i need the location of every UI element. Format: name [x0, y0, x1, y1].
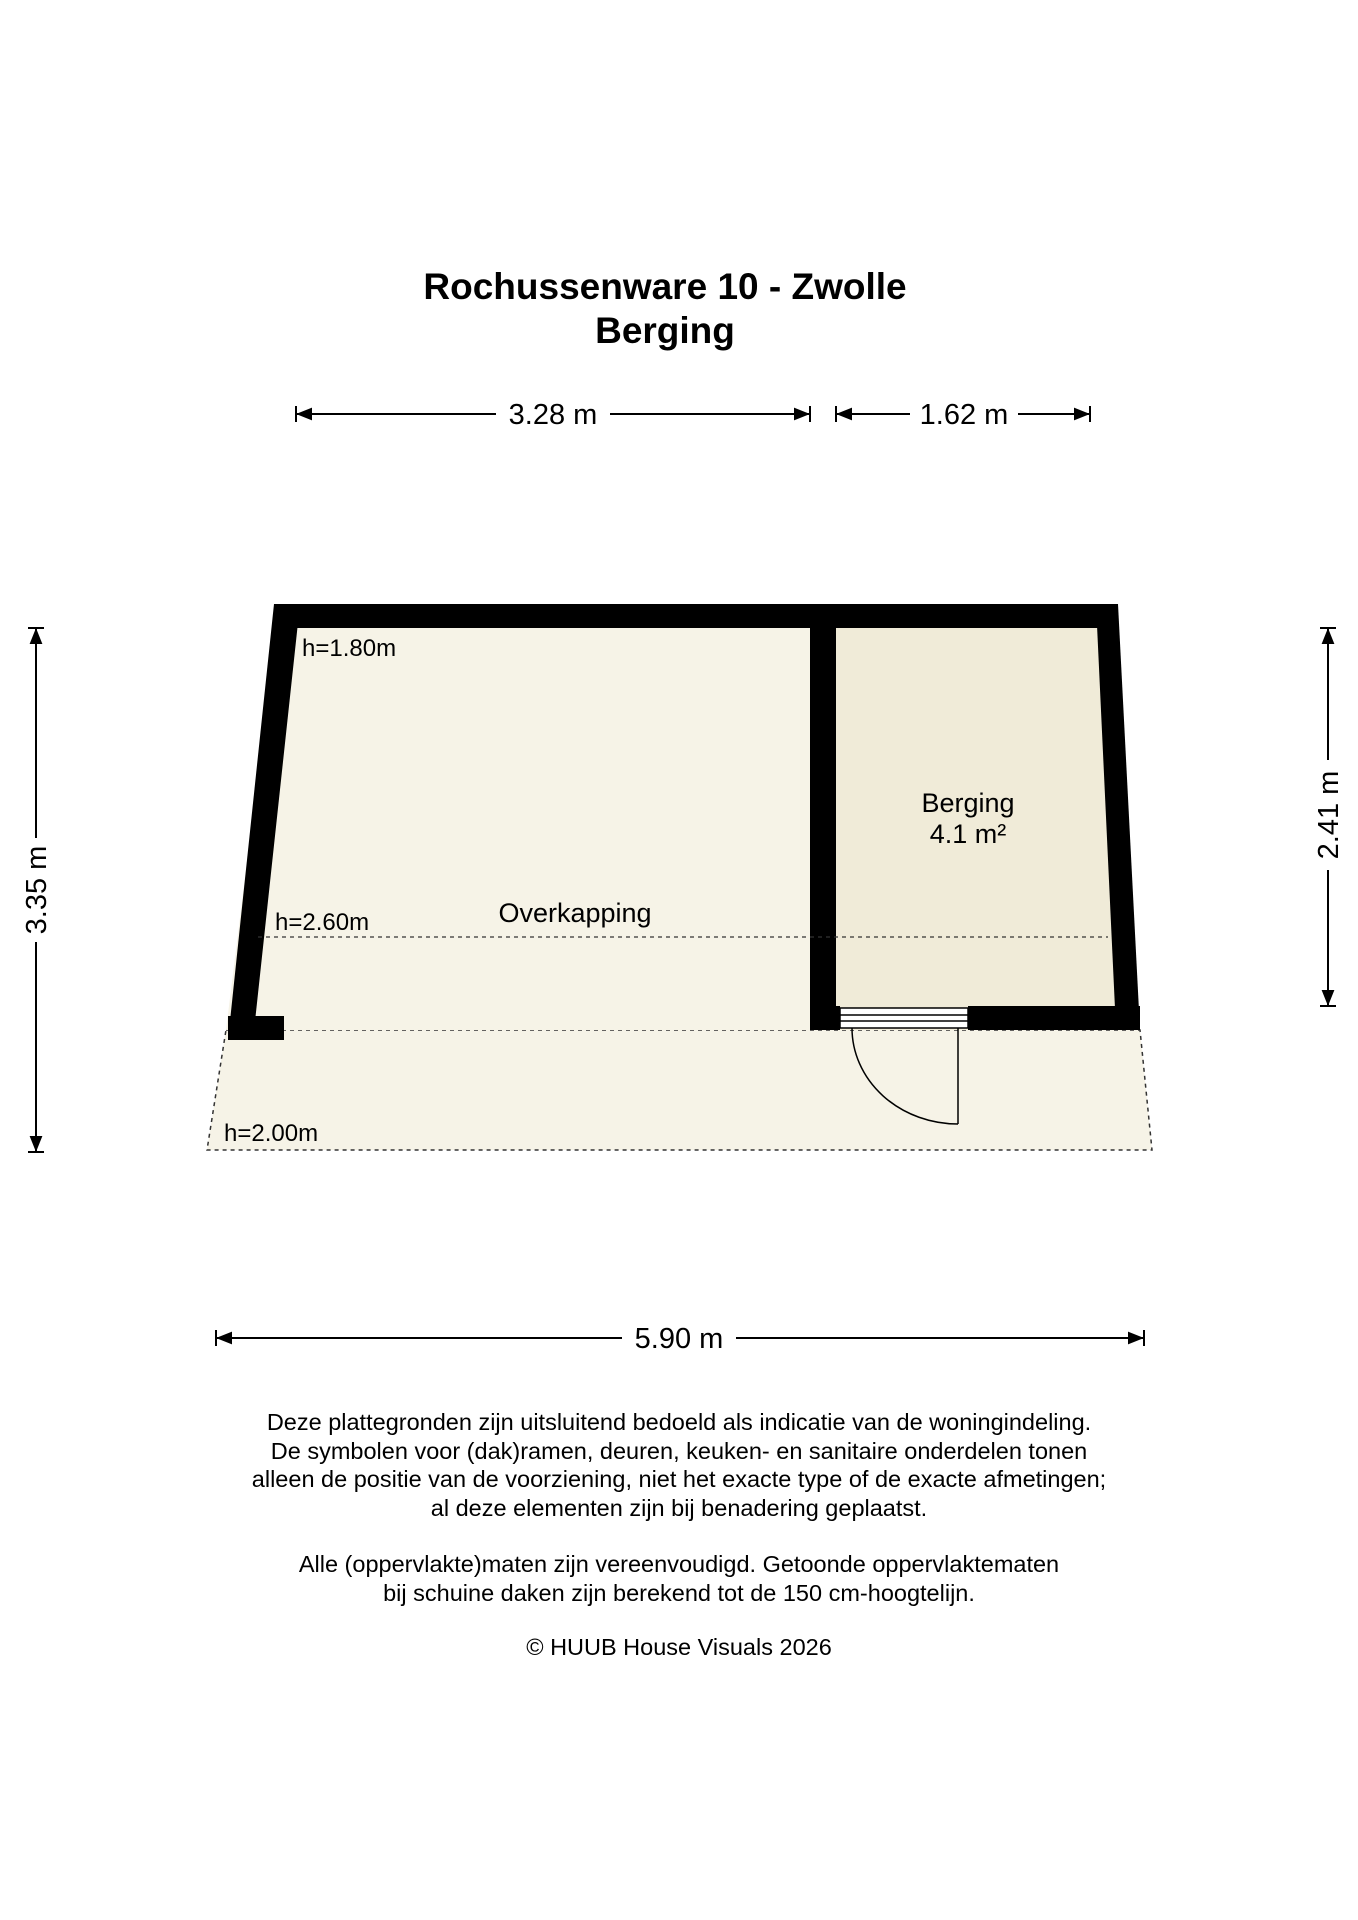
- door-frame: [840, 1008, 968, 1028]
- disclaimer-block-1: [0, 1408, 1358, 1522]
- outdoor-area: [207, 1030, 1152, 1150]
- room-name-berging: Berging: [921, 788, 1015, 818]
- copyright-text: © HUUB House Visuals 2026: [526, 1634, 832, 1660]
- disclaimer-line: bij schuine daken zijn berekend tot de 150 cm-hoogtelijn.: [383, 1579, 975, 1606]
- plan-title: Rochussenware 10 - Zwolle: [423, 266, 907, 307]
- height-label-2: h=2.60m: [275, 909, 370, 936]
- dim-left: 3.35 m: [21, 845, 53, 935]
- overkapping-floor: [226, 612, 818, 1030]
- height-label-3: h=2.00m: [224, 1120, 319, 1147]
- dim-top-left: 3.28 m: [508, 399, 598, 431]
- disclaimer-line: al deze elementen zijn bij benadering geplaatst.: [430, 1494, 928, 1521]
- room-area-berging: 4.1 m²: [929, 819, 1007, 849]
- room-name-overkapping: Overkapping: [498, 898, 652, 928]
- dim-right: 2.41 m: [1313, 770, 1345, 860]
- disclaimer-line: Alle (oppervlakte)maten zijn vereenvoudigd. Getoonde oppervlaktematen: [298, 1551, 1060, 1577]
- dim-top-right: 1.62 m: [919, 399, 1009, 431]
- disclaimer-block-2: [0, 1550, 1358, 1607]
- height-label-1: h=1.80m: [302, 635, 397, 662]
- dim-bottom: 5.90 m: [634, 1323, 724, 1355]
- plan-subtitle: Berging: [595, 310, 735, 351]
- disclaimer-line: De symbolen voor (dak)ramen, deuren, keuken- en sanitaire onderdelen tonen: [270, 1437, 1088, 1464]
- disclaimer-line: alleen de positie van de voorziening, niet het exacte type of de exacte afmetingen;: [251, 1466, 1107, 1492]
- disclaimer-line: Deze plattegronden zijn uitsluitend bedoeld als indicatie van de woningindeling.: [266, 1409, 1092, 1435]
